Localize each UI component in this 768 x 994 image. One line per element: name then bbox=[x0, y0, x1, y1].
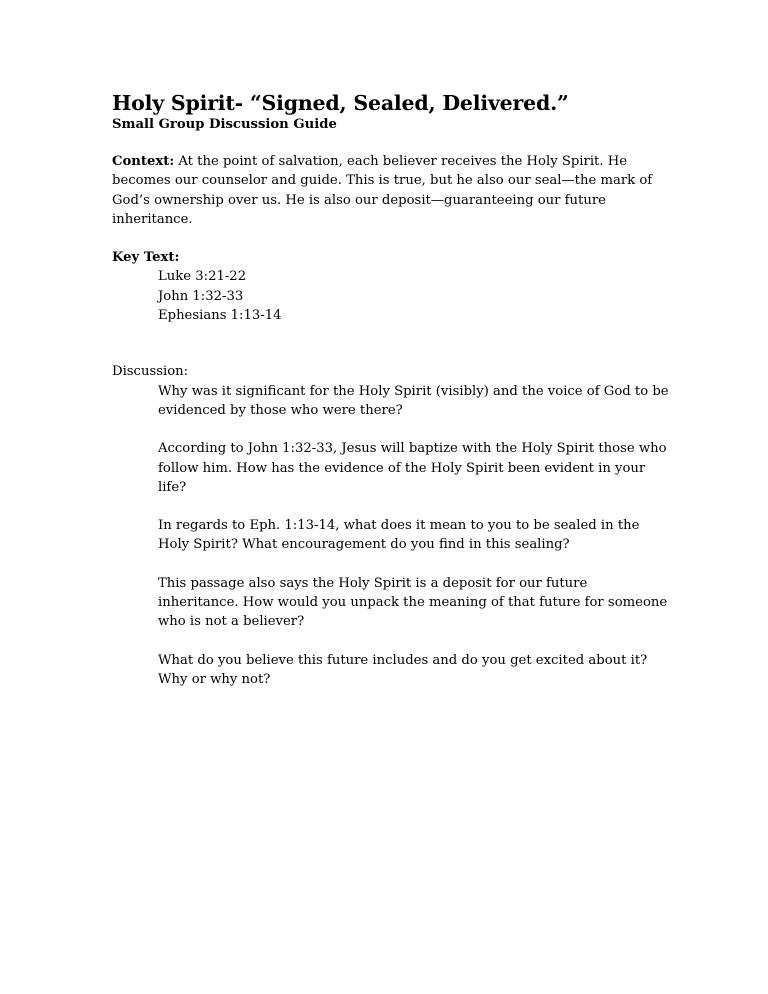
key-text-section bbox=[112, 248, 672, 325]
discussion-question: Why was it significant for the Holy Spirit (visibly) and the voice of God to be evidenced by those who were there? bbox=[158, 383, 669, 418]
discussion-section bbox=[112, 362, 672, 689]
reference-item: Luke 3:21-22 bbox=[158, 269, 247, 285]
discussion-question: This passage also says the Holy Spirit is a deposit for our future inheritance. How would you unpack the meaning of that future for someone who is not a believer? bbox=[158, 575, 668, 630]
discussion-question: What do you believe this future includes and do you get excited about it? Why or why not? bbox=[158, 652, 648, 687]
discussion-question: In regards to Eph. 1:13-14, what does it mean to you to be sealed in the Holy Spirit? What encouragement do you find in this sealing? bbox=[158, 518, 640, 553]
reference-item: John 1:32-33 bbox=[158, 288, 244, 304]
discussion-question: According to John 1:32-33, Jesus will baptize with the Holy Spirit those who follow him. How has the evidence of the Holy Spirit been evident in your life? bbox=[158, 441, 667, 495]
key-text-references bbox=[112, 267, 672, 325]
key-text-label: Key Text: bbox=[112, 250, 180, 266]
reference-item: Ephesians 1:13-14 bbox=[158, 308, 282, 324]
discussion-label: Discussion: bbox=[112, 364, 189, 380]
page-title: Holy Spirit- “Signed, Sealed, Delivered.” bbox=[112, 91, 569, 115]
document-page bbox=[112, 90, 672, 708]
context-paragraph bbox=[112, 152, 672, 229]
context-label: Context: bbox=[112, 154, 175, 169]
page-subtitle: Small Group Discussion Guide bbox=[112, 117, 337, 132]
context-text: At the point of salvation, each believer receives the Holy Spirit. He becomes our counselor and guide. This is true, but he also our seal—the mark of God’s ownership over us. He is also our deposit—guaranteeing our future inheritance. bbox=[112, 154, 653, 227]
